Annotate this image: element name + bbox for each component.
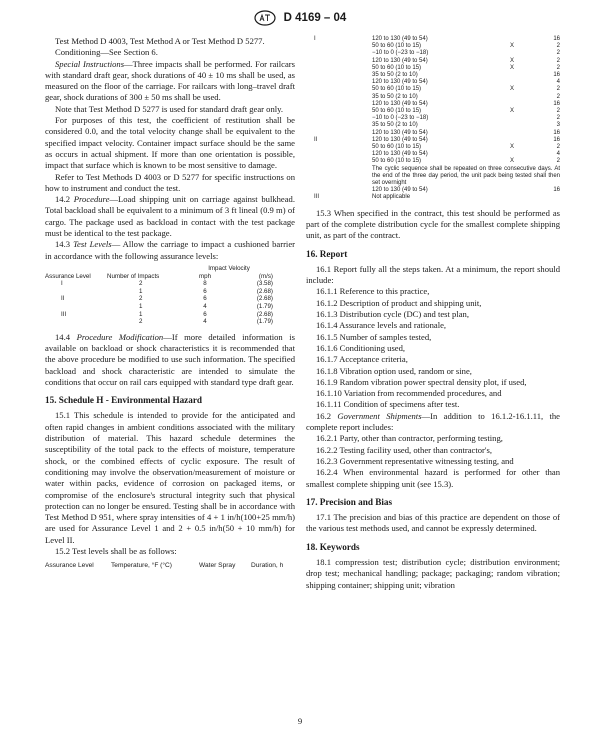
table-row: 2 4 (1.79) bbox=[139, 318, 273, 326]
list-item: 16.1.4 Assurance levels and rationale, bbox=[316, 320, 447, 331]
table-row: −10 to 0 (−23 to −18) 2 bbox=[372, 115, 560, 122]
list-item: 16.1.6 Conditioning used, bbox=[316, 342, 406, 353]
list-item: 16.1.5 Number of samples tested, bbox=[316, 331, 432, 342]
list-item: 16.1.7 Acceptance criteria, bbox=[316, 354, 408, 365]
page-number: 9 bbox=[297, 716, 303, 726]
paragraph: 16.1 Report fully all the steps taken. At a minimum, the report should include: bbox=[306, 263, 560, 286]
table-row: III Not applicable bbox=[314, 194, 411, 201]
paragraph: 14.2 Procedure—Load shipping unit on carriage against bulkhead. Total backload shall be equivalent to a minimum of 3 ft lineal (0.9 m) of cargo. The package used as backload in contact with the test package must be identical to the test package. bbox=[45, 194, 295, 239]
paragraph: 15.3 When specified in the contract, this test should be performed as part of the complete distribution cycle for the smallest complete shipping unit, as part of the contract. bbox=[306, 207, 560, 241]
list-item: 16.2.1 Party, other than contractor, performing testing, bbox=[316, 433, 503, 444]
table-row: 1 6 (2.68) bbox=[139, 287, 273, 295]
table-header: Assurance Level bbox=[45, 272, 91, 280]
document-id: D 4169 – 04 bbox=[283, 12, 347, 25]
cycle-note: The cyclic sequence shall be repeated on three consecutive days. At the end of the three day period, the unit pack being tested shall then set overnight bbox=[372, 165, 560, 187]
list-item: 16.1.11 Condition of specimens after test. bbox=[316, 399, 460, 410]
table-row: 50 to 60 (10 to 15) X 2 bbox=[372, 144, 560, 151]
table-row: 120 to 130 (49 to 54) 4 bbox=[372, 151, 560, 158]
table-row: 50 to 60 (10 to 15) X 2 bbox=[372, 64, 560, 71]
table-row: 50 to 60 (10 to 15) X 2 bbox=[372, 158, 560, 165]
table-row: 120 to 130 (49 to 54) 16 bbox=[372, 129, 560, 136]
table-row: 35 to 50 (2 to 10) 3 bbox=[372, 122, 560, 129]
table-row: 120 to 130 (49 to 54) 4 bbox=[372, 79, 560, 86]
table-row: 50 to 60 (10 to 15) X 2 bbox=[372, 108, 560, 115]
paragraph: Test Method D 4003, Test Method A or Test Method D 5277. bbox=[55, 36, 265, 46]
list-item: 16.1.2 Description of product and shipping unit, bbox=[316, 297, 482, 308]
paragraph: Conditioning—See Section 6. bbox=[55, 47, 158, 58]
table-row: 120 to 130 (49 to 54) 16 bbox=[372, 187, 560, 194]
table-row: 1 4 (1.79) bbox=[139, 302, 273, 310]
list-item: 16.2.4 When environmental hazard is performed for other than smallest complete shipping unit (see 15.3). bbox=[306, 467, 560, 489]
section-heading: 15. Schedule H - Environmental Hazard bbox=[45, 395, 203, 406]
paragraph: Special Instructions—Three impacts shall be performed. For railcars with standard draft gear, shock durations of 40 ± 10 ms shall be used, as measured on the floor of the carriage. For railcars with long–travel draft gear, shock durations of 300 ± 50 ms shall be used. bbox=[45, 58, 295, 103]
assurance-level-table bbox=[45, 265, 273, 326]
paragraph: 18.1 compression test; distribution cycle; distribution environment; drop test; mechanical handling; package; packaging; random vibration; shipping container; shipping unit; vibration bbox=[306, 556, 560, 590]
section-heading: 16. Report bbox=[306, 248, 348, 259]
table-row bbox=[306, 166, 560, 188]
list-item: 16.1.10 Variation from recommended procedures, and bbox=[316, 388, 502, 399]
astm-logo-icon bbox=[254, 10, 276, 26]
government-item-list bbox=[306, 433, 560, 489]
paragraph: 16.2 Government Shipments—In addition to 16.1.2-16.1.11, the complete report includes: bbox=[306, 410, 560, 433]
table-row: III 1 6 (2.68) bbox=[61, 310, 273, 318]
left-column bbox=[45, 36, 295, 572]
list-item: 16.1.3 Distribution cycle (DC) and test plan, bbox=[316, 309, 469, 320]
table-header: Number of Impacts bbox=[107, 272, 160, 280]
list-item: 16.2.2 Testing facility used, other than contractor's, bbox=[316, 444, 492, 455]
section-heading: 18. Keywords bbox=[306, 541, 360, 552]
table-row: 120 to 130 (49 to 54) 16 bbox=[372, 100, 560, 107]
paragraph: For purposes of this test, the coefficient of restitution shall be considered 0.0, and the total velocity change shall be equivalent to the specified impact velocity. Container impact surface should be the same as occurs in actual shipment. If more than one orientation is possible, impact that surface which is known to be most sensitive to damage. bbox=[45, 115, 295, 171]
table-header: (m/s) bbox=[258, 272, 273, 280]
table-row: 50 to 60 (10 to 15) X 2 bbox=[372, 86, 560, 93]
paragraph: Refer to Test Methods D 4003 or D 5277 for specific instructions on how to instrument and conduct the test. bbox=[45, 171, 295, 193]
list-item: 16.1.8 Vibration option used, random or sine, bbox=[316, 365, 472, 376]
table-header: Impact Velocity bbox=[208, 264, 250, 272]
paragraph: 14.3 Test Levels— Allow the carriage to impact a cushioned barrier in accordance with the following assurance levels: bbox=[45, 239, 295, 261]
test-level-table-header: Assurance Level Temperature, °F (°C) Water Spray Duration, h bbox=[45, 562, 284, 570]
paragraph: 15.2 Test levels shall be as follows: bbox=[55, 546, 177, 557]
list-item: 16.1.9 Random vibration power spectral density plot, if used, bbox=[316, 376, 527, 387]
table-row: 35 to 50 (2 to 10) 16 bbox=[372, 72, 560, 79]
report-item-list bbox=[306, 286, 560, 410]
table-row: 120 to 130 (49 to 54) X 2 bbox=[372, 57, 560, 64]
table-header: mph bbox=[198, 272, 212, 280]
table-row: −10 to 0 (−23 to −18) 2 bbox=[372, 50, 560, 57]
table-row: 50 to 60 (10 to 15) X 2 bbox=[372, 43, 560, 50]
paragraph: Note that Test Method D 5277 is used for standard draft gear only. bbox=[55, 103, 284, 114]
section-heading: 17. Precision and Bias bbox=[306, 496, 393, 507]
table-row: II 2 6 (2.68) bbox=[61, 295, 273, 303]
page-header bbox=[0, 9, 600, 27]
table-row: I 2 8 (3.58) bbox=[61, 280, 273, 288]
right-column bbox=[306, 36, 560, 591]
table-row: 35 to 50 (2 to 10) 2 bbox=[372, 93, 560, 100]
table-row: II 120 to 130 (49 to 54) 16 bbox=[314, 136, 560, 143]
environmental-cycle-table bbox=[306, 36, 560, 202]
paragraph: 15.1 This schedule is intended to provide for the anticipated and often rapid changes in ambient conditions associated with the military distribution of material. This hazard schedule determines the susceptibility of the total pack to the effects of moisture, temperature shock, or the combined effects of cyclic exposure. The result of conditioning may involve the observation/measurement of moisture or water within packs, evidence of corrosion on packaged items, or compromise of the enclosure's structural integrity such that physical protection can no longer be ensured. Testing shall be in accordance with Test Method D 951, where spray intensities of 4 + 1 in/h(100+25 mm/h) are used for Assurance Level 1 and 2 + 0.5 in/h(50 + 10 mm/h) for Level II. bbox=[45, 410, 295, 545]
list-item: 16.2.3 Government representative witnessing testing, and bbox=[316, 455, 514, 466]
table-row: I 120 to 130 (49 to 54) 16 bbox=[314, 36, 560, 42]
list-item: 16.1.1 Reference to this practice, bbox=[316, 286, 430, 297]
paragraph: 17.1 The precision and bias of this practice are dependent on those of the various test methods used, and cannot be expressly determined. bbox=[306, 512, 560, 534]
paragraph: 14.4 Procedure Modification—If more detailed information is available on backload or shock characteristics it is recommended that the above procedure be modified to use such information. The specified backload and shock characteristic are intended to simulate the conditions that occur on rail cars equipped with standard type draft gear. bbox=[45, 331, 295, 387]
